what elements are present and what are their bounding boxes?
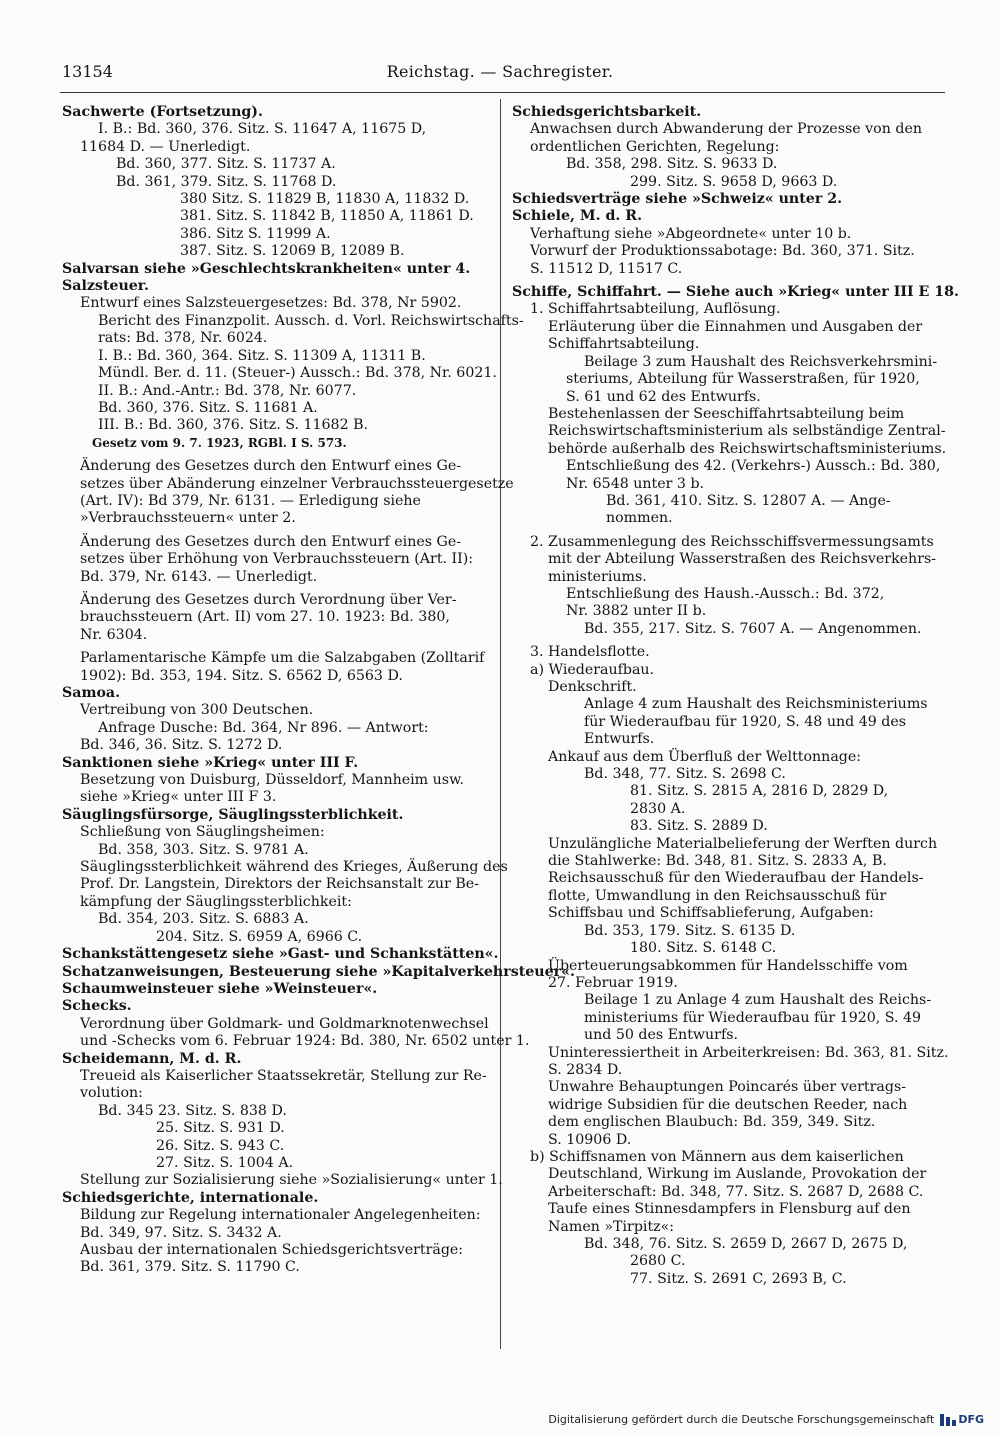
index-line: für Wiederaufbau für 1920, S. 48 und 49 des (584, 713, 907, 730)
index-line: 387. Sitz. S. 12069 B, 12089 B. (180, 243, 405, 260)
index-line: Bd. 360, 377. Sitz. S. 11737 A. (116, 156, 336, 173)
index-heading: Salvarsan siehe »Geschlechtskrankheiten« unter 4. (62, 260, 471, 277)
index-line: Vertreibung von 300 Deutschen. (80, 702, 314, 719)
index-line: ordentlichen Gerichten, Regelung: (530, 138, 780, 155)
index-line: Entschließung des Haush.-Aussch.: Bd. 372, (566, 585, 885, 602)
index-line: widrige Subsidien für die deutschen Reeder, nach (548, 1096, 908, 1113)
index-line: 11684 D. — Unerledigt. (80, 138, 251, 155)
index-line: nommen. (606, 510, 673, 527)
index-line: ministeriums. (548, 568, 647, 585)
index-line: behörde außerhalb des Reichswirtschaftsministeriums. (548, 440, 947, 457)
index-line: dem englischen Blaubuch: Bd. 359, 349. Sitz. (548, 1114, 876, 1131)
index-line: steriums, Abteilung für Wasserstraßen, für 1920, (566, 371, 920, 388)
index-line: 81. Sitz. S. 2815 A, 2816 D, 2829 D, (630, 783, 889, 800)
index-line: kämpfung der Säuglingssterblichkeit: (80, 893, 352, 910)
index-line: Reichswirtschaftsministerium als selbständige Zentral- (548, 423, 946, 440)
index-line: die Stahlwerke: Bd. 348, 81. Sitz. S. 2833 A, B. (548, 853, 887, 870)
index-line: und -Schecks vom 6. Februar 1924: Bd. 380, Nr. 6502 unter 1. (80, 1033, 530, 1050)
index-line: Bd. 361, 410. Sitz. S. 12807 A. — Ange- (606, 492, 891, 509)
index-line: 25. Sitz. S. 931 D. (156, 1120, 285, 1137)
index-line: Anwachsen durch Abwanderung der Prozesse von den (530, 121, 922, 138)
index-heading: Sanktionen siehe »Krieg« unter III F. (62, 754, 359, 771)
dfg-logo-text: DFG (958, 1413, 984, 1426)
index-heading: Samoa. (62, 685, 121, 701)
index-line: Bd. 358, 303. Sitz. S. 9781 A. (98, 841, 309, 858)
index-line: 204. Sitz. S. 6959 A, 6966 C. (156, 928, 363, 945)
index-heading: Scheidemann, M. d. R. (62, 1050, 242, 1067)
index-line: Denkschrift. (548, 679, 637, 695)
index-line: Bd. 379, Nr. 6143. — Unerledigt. (80, 568, 318, 585)
index-line: Bd. 361, 379. Sitz. S. 11768 D. (116, 173, 337, 190)
index-line: Anfrage Dusche: Bd. 364, Nr 896. — Antwort: (98, 719, 429, 736)
index-line: 2830 A. (630, 800, 686, 817)
index-line: Schließung von Säuglingsheimen: (80, 824, 325, 841)
index-line: ministeriums für Wiederaufbau für 1920, S. 49 (584, 1009, 922, 1026)
index-line: Unwahre Behauptungen Poincarés über vertrags- (548, 1079, 907, 1096)
index-line: 83. Sitz. S. 2889 D. (630, 818, 768, 835)
index-heading: Schatzanweisungen, Besteuerung siehe »Kapitalverkehrsteuer«. (62, 963, 575, 980)
index-line: 3. Handelsflotte. (530, 644, 650, 661)
header-rule (60, 92, 945, 93)
index-line: Mündl. Ber. d. 11. (Steuer-) Aussch.: Bd. 378, Nr. 6021. (98, 365, 497, 382)
index-line: Verordnung über Goldmark- und Goldmarknotenwechsel (80, 1015, 489, 1032)
index-line: 180. Sitz. S. 6148 C. (630, 940, 777, 957)
index-line: Überteuerungsabkommen für Handelsschiffe vom (548, 957, 908, 974)
index-line: 2680 C. (630, 1253, 686, 1270)
index-line: Bestehenlassen der Seeschiffahrtsabteilung beim (548, 405, 905, 422)
index-line: siehe »Krieg« unter III F 3. (80, 789, 277, 806)
index-line: Bd. 346, 36. Sitz. S. 1272 D. (80, 737, 283, 754)
index-line: Entwurfs. (584, 731, 655, 748)
index-line: Besetzung von Duisburg, Düsseldorf, Mannheim usw. (80, 772, 465, 789)
index-line: (Art. IV): Bd 379, Nr. 6131. — Erledigung siehe (80, 492, 421, 509)
index-line: Treueid als Kaiserlicher Staatssekretär, Stellung zur Re- (80, 1067, 487, 1084)
index-heading: Schiedsverträge siehe »Schweiz« unter 2. (512, 191, 843, 208)
index-heading: Schiele, M. d. R. (512, 208, 643, 225)
index-heading: Schiedsgerichtsbarkeit. (512, 104, 702, 120)
index-heading: Schaumweinsteuer siehe »Weinsteuer«. (62, 980, 378, 997)
index-line: Nr. 6548 unter 3 b. (566, 475, 705, 492)
left-column (62, 104, 575, 1277)
index-line: Ankauf aus dem Überfluß der Welttonnage: (548, 748, 862, 765)
index-line: Namen »Tirpitz«: (548, 1218, 675, 1235)
index-line: Prof. Dr. Langstein, Direktors der Reichsanstalt zur Be- (80, 876, 479, 893)
index-line: I. B.: Bd. 360, 364. Sitz. S. 11309 A, 11311 B. (98, 347, 426, 364)
index-line: Änderung des Gesetzes durch den Entwurf eines Ge- (80, 458, 462, 475)
index-line: und 50 des Entwurfs. (584, 1027, 738, 1044)
index-line: a) Wiederaufbau. (530, 661, 655, 678)
index-line: 381. Sitz. S. 11842 B, 11850 A, 11861 D. (180, 208, 474, 225)
index-line: »Verbrauchssteuern« unter 2. (80, 510, 296, 527)
index-line: Reichsausschuß für den Wiederaufbau der Handels- (548, 870, 924, 887)
index-line: Bd. 361, 379. Sitz. S. 11790 C. (80, 1259, 300, 1276)
index-heading: Schecks. (62, 998, 132, 1015)
footer (548, 1413, 984, 1426)
index-line: Stellung zur Sozialisierung siehe »Sozialisierung« unter 1. (80, 1172, 503, 1189)
index-line: 299. Sitz. S. 9658 D, 9663 D. (630, 173, 838, 190)
right-column (512, 104, 959, 1288)
digitization-credit: Digitalisierung gefördert durch die Deutsche Forschungsgemeinschaft (548, 1413, 935, 1426)
index-line: Bd. 345 23. Sitz. S. 838 D. (98, 1102, 287, 1119)
index-line: Bd. 348, 77. Sitz. S. 2698 C. (584, 766, 786, 783)
index-line: Änderung des Gesetzes durch den Entwurf eines Ge- (80, 533, 462, 550)
index-line: Entwurf eines Salzsteuergesetzes: Bd. 378, Nr 5902. (80, 295, 462, 312)
index-line: 26. Sitz. S. 943 C. (156, 1137, 285, 1154)
index-line: setzes über Erhöhung von Verbrauchssteuern (Art. II): (80, 551, 474, 568)
index-line: flotte, Umwandlung in den Reichsausschuß für (548, 887, 887, 904)
index-line: 77. Sitz. S. 2691 C, 2693 B, C. (630, 1270, 847, 1287)
index-line: 27. Februar 1919. (548, 974, 678, 991)
index-line: Taufe eines Stinnesdampfers in Flensburg auf den (548, 1201, 911, 1218)
index-line: Vorwurf der Produktionssabotage: Bd. 360, 371. Sitz. (530, 243, 915, 260)
index-line: III. B.: Bd. 360, 376. Sitz. S. 11682 B. (98, 417, 369, 434)
index-line: volution: (80, 1085, 143, 1102)
index-line: Verhaftung siehe »Abgeordnete« unter 10 b. (530, 225, 852, 242)
index-line: Beilage 3 zum Haushalt des Reichsverkehrsmini- (584, 353, 938, 370)
index-line: b) Schiffsnamen von Männern aus dem kaiserlichen (530, 1148, 904, 1165)
index-line: Deutschland, Wirkung im Auslande, Provokation der (548, 1166, 927, 1183)
index-line: Ausbau der internationalen Schiedsgerichtsverträge: (80, 1242, 464, 1258)
column-divider (500, 99, 501, 1349)
index-heading: Salzsteuer. (62, 278, 149, 295)
index-line: Bericht des Finanzpolit. Aussch. d. Vorl. Reichswirtschafts- (98, 312, 524, 329)
index-line: 27. Sitz. S. 1004 A. (156, 1154, 294, 1171)
index-line: I. B.: Bd. 360, 376. Sitz. S. 11647 A, 11675 D, (98, 121, 427, 138)
index-line: Arbeiterschaft: Bd. 348, 77. Sitz. S. 2687 D, 2688 C. (548, 1183, 924, 1200)
index-line: S. 2834 D. (548, 1061, 623, 1078)
index-line: Bildung zur Regelung internationaler Angelegenheiten: (80, 1207, 481, 1224)
running-title: Reichstag. — Sachregister. (386, 62, 614, 81)
index-line: 386. Sitz S. 11999 A. (180, 225, 331, 242)
index-line: Gesetz vom 9. 7. 1923, RGBl. I S. 573. (92, 435, 347, 450)
index-line: S. 61 und 62 des Entwurfs. (566, 388, 761, 405)
index-line: 1902): Bd. 353, 194. Sitz. S. 6562 D, 6563 D. (80, 667, 403, 684)
index-line: Bd. 358, 298. Sitz. S. 9633 D. (566, 156, 778, 173)
index-line: Bd. 353, 179. Sitz. S. 6135 D. (584, 922, 796, 939)
index-heading: Schankstättengesetz siehe »Gast- und Schankstätten«. (62, 946, 499, 963)
index-line: S. 11512 D, 11517 C. (530, 260, 683, 277)
index-line: S. 10906 D. (548, 1131, 632, 1148)
index-line: Uninteressiertheit in Arbeiterkreisen: Bd. 363, 81. Sitz. (548, 1044, 949, 1061)
index-line: Unzulängliche Materialbelieferung der Werften durch (548, 835, 938, 852)
index-heading: Schiedsgerichte, internationale. (62, 1189, 319, 1206)
index-line: setzes über Abänderung einzelner Verbrauchssteuergesetze (80, 475, 514, 492)
index-line: Anlage 4 zum Haushalt des Reichsministeriums (584, 696, 928, 713)
index-line: brauchssteuern (Art. II) vom 27. 10. 1923: Bd. 380, (80, 609, 450, 626)
index-line: Bd. 349, 97. Sitz. S. 3432 A. (80, 1224, 282, 1241)
index-heading: Säuglingsfürsorge, Säuglingssterblichkeit. (62, 806, 404, 823)
index-line: Schiffahrtsabteilung. (548, 336, 700, 353)
index-heading: Schiffe, Schiffahrt. — Siehe auch »Krieg« unter III E 18. (512, 284, 959, 301)
index-line: 1. Schiffahrtsabteilung, Auflösung. (530, 301, 781, 318)
page-number: 13154 (62, 62, 113, 81)
index-line: Änderung des Gesetzes durch Verordnung über Ver- (80, 591, 457, 608)
index-line: Nr. 6304. (80, 626, 148, 643)
index-line: Bd. 355, 217. Sitz. S. 7607 A. — Angenommen. (584, 620, 922, 637)
dfg-logo (940, 1413, 984, 1426)
index-line: Schiffsbau und Schiffsablieferung, Aufgaben: (548, 905, 874, 922)
index-line: II. B.: And.-Antr.: Bd. 378, Nr. 6077. (98, 382, 357, 399)
index-line: Nr. 3882 unter II b. (566, 603, 707, 620)
index-heading: Sachwerte (Fortsetzung). (62, 104, 263, 120)
index-line: Beilage 1 zu Anlage 4 zum Haushalt des Reichs- (584, 992, 932, 1009)
index-line: Parlamentarische Kämpfe um die Salzabgaben (Zolltarif (80, 650, 485, 667)
index-line: Bd. 360, 376. Sitz. S. 11681 A. (98, 399, 318, 416)
index-line: Entschließung des 42. (Verkehrs-) Aussch.: Bd. 380, (566, 458, 941, 475)
index-line: mit der Abteilung Wasserstraßen des Reichsverkehrs- (548, 551, 937, 568)
index-line: Bd. 348, 76. Sitz. S. 2659 D, 2667 D, 2675 D, (584, 1236, 908, 1252)
index-line: Säuglingssterblichkeit während des Krieges, Äußerung des (80, 859, 508, 876)
index-line: 2. Zusammenlegung des Reichsschiffsvermessungsamts (530, 533, 934, 550)
dfg-mark-icon (940, 1414, 956, 1426)
index-line: Erläuterung über die Einnahmen und Ausgaben der (548, 318, 923, 335)
index-line: Bd. 354, 203. Sitz. S. 6883 A. (98, 911, 309, 928)
index-line: 380 Sitz. S. 11829 B, 11830 A, 11832 D. (180, 191, 470, 208)
index-line: rats: Bd. 378, Nr. 6024. (98, 330, 268, 347)
